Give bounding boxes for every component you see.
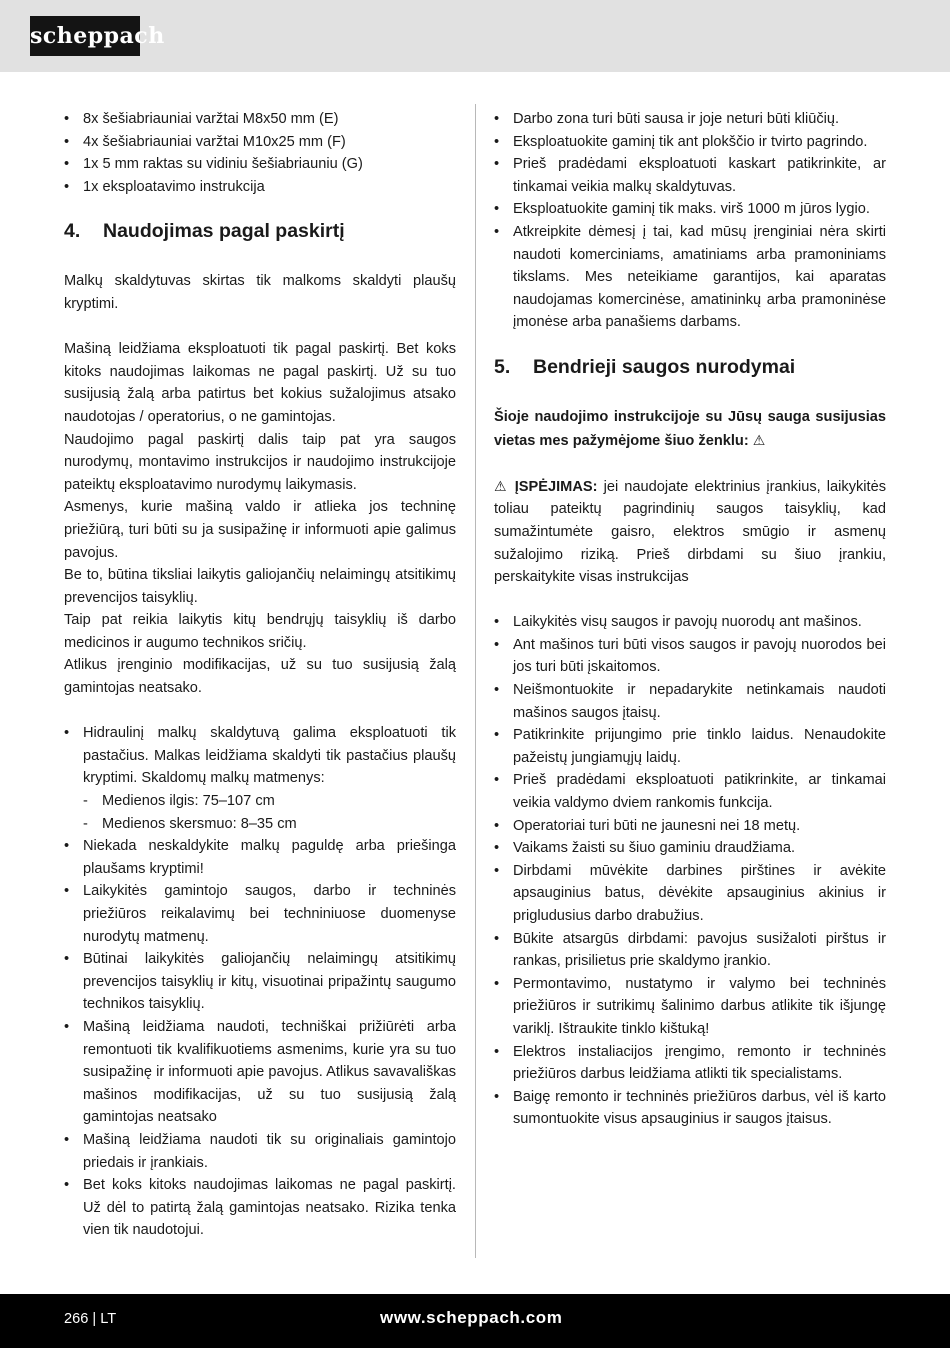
paragraph: Atlikus įrenginio modifikacijas, už su tuo susijusią žalą gamintojas neatsako. (64, 657, 456, 697)
paragraph: Naudojimo pagal paskirtį dalis taip pat yra saugos nurodymų, montavimo instrukcijos ir naudojimo instrukcijoje pateiktų eksploatavimo nurodymų laikymasis. (64, 431, 456, 493)
warning-icon: ⚠ (494, 477, 509, 494)
list-item: • Baigę remonto ir techninės priežiūros darbus, vėl iš karto sumontuokite visus apsauginius ir saugos įtaisus. (494, 1086, 886, 1131)
parts-list (64, 108, 456, 198)
list-item: • Prieš pradėdami eksploatuoti patikrinkite, ar tinkamai veikia valdymo dviem rankomis funkcija. (494, 769, 886, 814)
column-divider (475, 104, 476, 1258)
list-item: • Ant mašinos turi būti visos saugos ir pavojų nuorodos bei jos turi būti įskaitomos. (494, 634, 886, 679)
list-item: • Elektros instaliacijos įrengimo, remonto ir techninės priežiūros darbus leidžiama atlikti tik specialistams. (494, 1041, 886, 1086)
paragraph: Malkų skaldytuvas skirtas tik malkoms skaldyti plaušų kryptimi. (64, 273, 456, 312)
list-item: • Patikrinkite prijungimo prie tinklo laidus. Nenaudokite pažeistų jungiamųjų laidų. (494, 724, 886, 769)
sign-intro-text: Šioje naudojimo instrukcijoje su Jūsų sauga susijusias vietas mes pažymėjome šiuo ženklu: (494, 408, 886, 449)
header-band (0, 0, 950, 72)
list-item: • Operatoriai turi būti ne jaunesni nei 18 metų. (494, 815, 886, 838)
list-item: • Mašiną leidžiama naudoti, techniškai prižiūrėti arba remontuoti tik kvalifikuotiems asmenims, kurie yra su tuo susipažinę ir informuoti apie pavojus. Atlikus savavališkas mašinos modifikacijas, už su tuo susijusią žalą gamintojas neatsako (64, 1016, 456, 1129)
list-item: • Būkite atsargūs dirbdami: pavojus susižaloti pirštus ir rankas, prisilietus prie skaldymo įrankio. (494, 928, 886, 973)
list-item: • Atkreipkite dėmesį į tai, kad mūsų įrenginiai nėra skirti naudoti komerciniams, amatiniams arba pramoniniams tikslams. Mes neteikiame garantijos, kai aparatas naudojamas komercinėse, amatininkų arba pramoninėse įmonėse arba panašiems darbams. (494, 221, 886, 334)
section-number: 4. (64, 220, 81, 243)
list-item: • Permontavimo, nustatymo ir valymo bei techninės priežiūros ir sutrikimų šalinimo darbus atlikite tik išjungę variklį. Ištraukite tinklo kištuką! (494, 973, 886, 1041)
list-item: • Mašiną leidžiama naudoti tik su originaliais gamintojo priedais ir įrankiais. (64, 1129, 456, 1174)
workplace-list (494, 108, 886, 334)
list-item: • Būtinai laikykitės galiojančių nelaimingų atsitikimų prevencijos taisyklių ir kitų, visuotinai pripažintų saugumo technikos taisyklių. (64, 948, 456, 1016)
warning-icon: ⚠ (752, 431, 766, 448)
warning-label: ĮSPĖJIMAS: (514, 478, 598, 495)
list-item: • Laikykitės visų saugos ir pavojų nuorodų ant mašinos. (494, 611, 886, 634)
safety-list (494, 611, 886, 1131)
list-item: • Hidraulinį malkų skaldytuvą galima eksploatuoti tik pastačius. Malkas leidžiama skaldyti tik pastačius plaušų kryptimi. Skaldomų malkų matmenys: (64, 722, 456, 790)
usage-list (64, 722, 456, 1242)
warning-text: jei naudojate elektrinius įrankius, laikykitės toliau pateiktų pagrindinių saugos taisyklių, kad sumažintumėte gaisro, elektros smūgio ir asmenų sužalojimo riziką. Prieš dirbdami su šiuo įrankiu, perskaitykite visas instrukcijas (494, 478, 886, 586)
warning-paragraph (494, 475, 886, 589)
sign-intro (494, 406, 886, 452)
page-number: 266 | LT (64, 1311, 117, 1327)
website-link[interactable]: www.scheppach.com (380, 1308, 563, 1327)
section-title: Bendrieji saugos nurodymai (533, 355, 796, 378)
section-title: Naudojimas pagal paskirtį (103, 220, 345, 243)
list-item: • Eksploatuokite gaminį tik maks. virš 1000 m jūros lygio. (494, 198, 886, 221)
list-item: • 1x eksploatavimo instrukcija (64, 176, 456, 199)
list-item: • 8x šešiabriauniai varžtai M8x50 mm (E) (64, 108, 456, 131)
dash-item: - Medienos ilgis: 75–107 cm (64, 790, 456, 813)
list-item: • Vaikams žaisti su šiuo gaminiu draudžiama. (494, 837, 886, 860)
left-column (64, 108, 456, 1242)
paragraph: Asmenys, kurie mašiną valdo ir atlieka jos techninę priežiūrą, turi būti su ja susipažinę ir informuoti apie galimus pavojus. (64, 499, 456, 561)
section-4-heading (64, 218, 456, 244)
list-item: • Niekada neskaldykite malkų paguldę arba priešinga plaušams kryptimi! (64, 835, 456, 880)
footer-band (0, 1294, 950, 1348)
right-column (494, 108, 886, 1131)
scheppach-logo: scheppach (30, 16, 140, 56)
paragraph: Taip pat reikia laikytis kitų bendrųjų taisyklių iš darbo medicinos ir augumo technikos sričių. (64, 612, 456, 651)
section-number: 5. (494, 355, 511, 378)
paragraph: Be to, būtina tiksliai laikytis galiojančių nelaimingų atsitikimų prevencijos taisyklių. (64, 567, 456, 606)
list-item: • Prieš pradėdami eksploatuoti kaskart patikrinkite, ar tinkamai veikia malkų skaldytuvas. (494, 153, 886, 198)
list-item: • 1x 5 mm raktas su vidiniu šešiabriauniu (G) (64, 153, 456, 176)
list-item: • Bet koks kitoks naudojimas laikomas ne pagal paskirtį. Už dėl to patirtą žalą gamintojas neatsako. Rizika tenka vien tik naudotojui. (64, 1174, 456, 1242)
paragraph: Mašiną leidžiama eksploatuoti tik pagal paskirtį. Bet koks kitoks naudojimas laikomas ne pagal paskirtį. Už su tuo susijusią žalą arba patirtus bet kokius sužalojimus atsako naudotojas / operatorius, o ne gamintojas. (64, 341, 456, 425)
list-item: • Neišmontuokite ir nepadarykite netinkamais naudoti mašinos saugos įtaisų. (494, 679, 886, 724)
list-item: • Eksploatuokite gaminį tik ant plokščio ir tvirto pagrindo. (494, 131, 886, 154)
list-item: • Laikykitės gamintojo saugos, darbo ir techninės priežiūros reikalavimų bei techniniuose duomenyse nurodytų matmenų. (64, 880, 456, 948)
dash-item: - Medienos skersmuo: 8–35 cm (64, 813, 456, 836)
list-item: • 4x šešiabriauniai varžtai M10x25 mm (F) (64, 131, 456, 154)
list-item: • Dirbdami mūvėkite darbines pirštines ir avėkite apsauginius batus, dėvėkite apsauginius akinius ir prigludusius darbo drabužius. (494, 860, 886, 928)
section-5-heading (494, 354, 886, 380)
list-item: • Darbo zona turi būti sausa ir joje neturi būti kliūčių. (494, 108, 886, 131)
